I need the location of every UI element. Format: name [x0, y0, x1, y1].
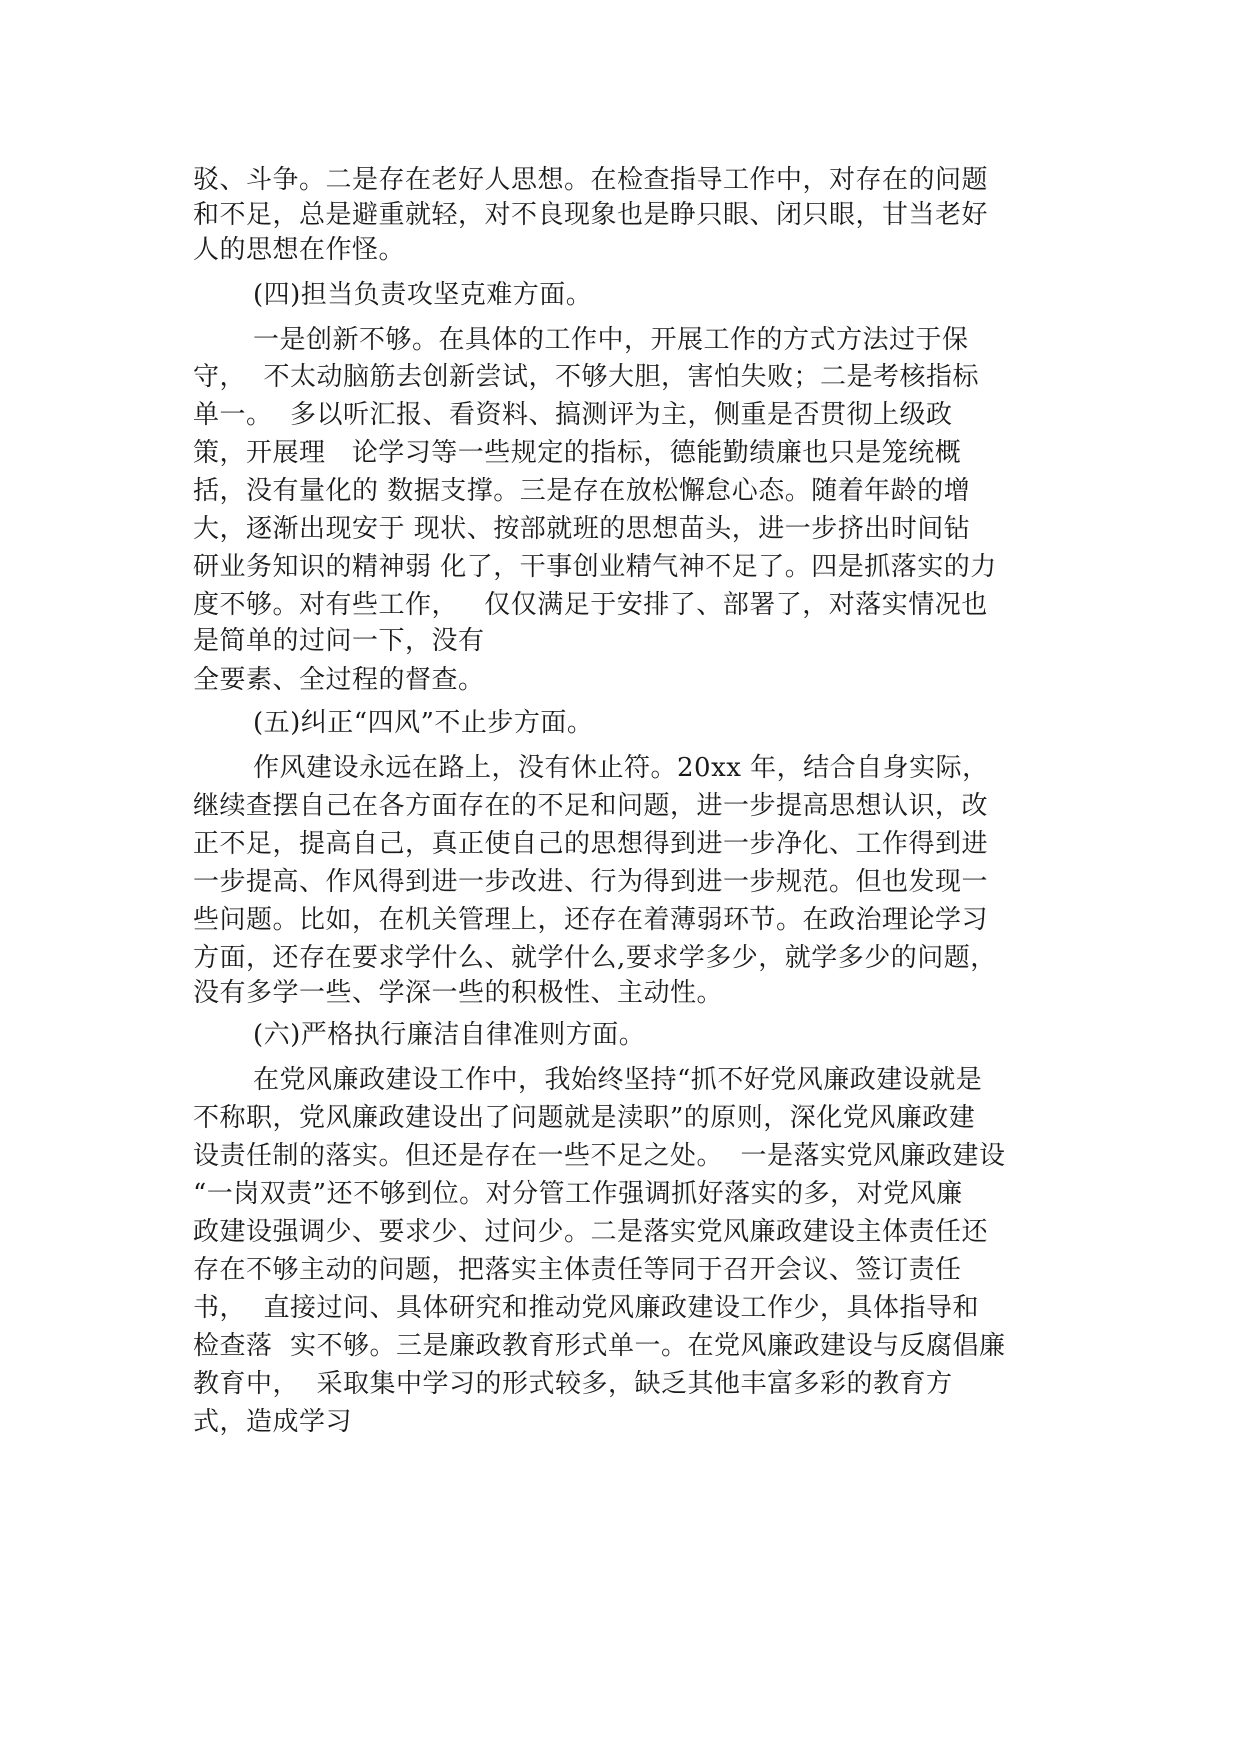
text-line: 括，没有量化的 数据支撑。三是存在放松懈怠心态。随着年龄的增 — [193, 476, 971, 506]
text-line: 没有多学一些、学深一些的积极性、主动性。 — [193, 978, 724, 1008]
text-line: 一步提高、作风得到进一步改进、行为得到进一步规范。但也发现一 — [193, 867, 989, 897]
text-line: 研业务知识的精神弱 化了，干事创业精气神不足了。四是抓落实的力 — [193, 552, 997, 582]
text-line: 和不足，总是避重就轻，对不良现象也是睁只眼、闭只眼，甘当老好 — [193, 200, 989, 230]
text-line: 度不够。对有些工作， 仅仅满足于安排了、部署了，对落实情况也 — [193, 590, 988, 620]
text-line: 存在不够主动的问题，把落实主体责任等同于召开会议、签订责任 — [193, 1255, 962, 1285]
text-line: 一是创新不够。在具体的工作中，开展工作的方式方法过于保 — [253, 325, 969, 355]
section-heading-4: (四)担当负责攻坚克难方面。 — [253, 280, 593, 310]
text-line: 策，开展理 论学习等一些规定的指标，德能勤绩廉也只是笼统概 — [193, 438, 962, 468]
text-line: “一岗双责”还不够到位。对分管工作强调抓好落实的多，对党风廉 — [193, 1179, 963, 1209]
section-heading-6: (六)严格执行廉洁自律准则方面。 — [253, 1020, 646, 1050]
text-line: 些问题。比如，在机关管理上，还存在着薄弱环节。在政治理论学习 — [193, 905, 989, 935]
text-line: 政建设强调少、要求少、过问少。二是落实党风廉政建设主体责任还 — [193, 1217, 989, 1247]
text-line: 正不足，提高自己，真正使自己的思想得到进一步净化、工作得到进 — [193, 829, 989, 859]
text-line: 书， 直接过问、具体研究和推动党风廉政建设工作少，具体指导和 — [193, 1293, 980, 1323]
text-line: 继续查摆自己在各方面存在的不足和问题，进一步提高思想认识，改 — [193, 791, 989, 821]
text-line: 教育中， 采取集中学习的形式较多，缺乏其他丰富多彩的教育方 — [193, 1369, 953, 1399]
text-line: 在党风廉政建设工作中，我始终坚持“抓不好党风廉政建设就是 — [253, 1065, 983, 1095]
text-line: 式，造成学习 — [193, 1407, 353, 1437]
text-line: 不称职，党风廉政建设出了问题就是渎职”的原则，深化党风廉政建 — [193, 1103, 976, 1133]
text-line: 驳、斗争。二是存在老好人思想。在检查指导工作中，对存在的问题 — [193, 165, 989, 195]
text-line: 单一。 多以听汇报、看资料、搞测评为主，侧重是否贯彻上级政 — [193, 400, 953, 430]
text-line: 人的思想在作怪。 — [193, 235, 406, 265]
section-heading-5: (五)纠正“四风”不止步方面。 — [253, 708, 594, 738]
text-line: 设责任制的落实。但还是存在一些不足之处。 一是落实党风廉政建设 — [193, 1141, 1006, 1171]
text-line: 检查落 实不够。三是廉政教育形式单一。在党风廉政建设与反腐倡廉 — [193, 1331, 1006, 1361]
text-line: 全要素、全过程的督查。 — [193, 665, 485, 695]
text-line: 是简单的过问一下，没有 — [193, 626, 485, 656]
text-line: 作风建设永远在路上，没有休止符。20xx 年，结合自身实际， — [253, 753, 989, 783]
text-line: 大，逐渐出现安于 现状、按部就班的思想苗头，进一步挤出时间钻 — [193, 514, 971, 544]
text-line: 守， 不太动脑筋去创新尝试，不够大胆，害怕失败；二是考核指标 — [193, 362, 980, 392]
text-line: 方面，还存在要求学什么、就学什么,要求学多少，就学多少的问题， — [193, 943, 997, 973]
